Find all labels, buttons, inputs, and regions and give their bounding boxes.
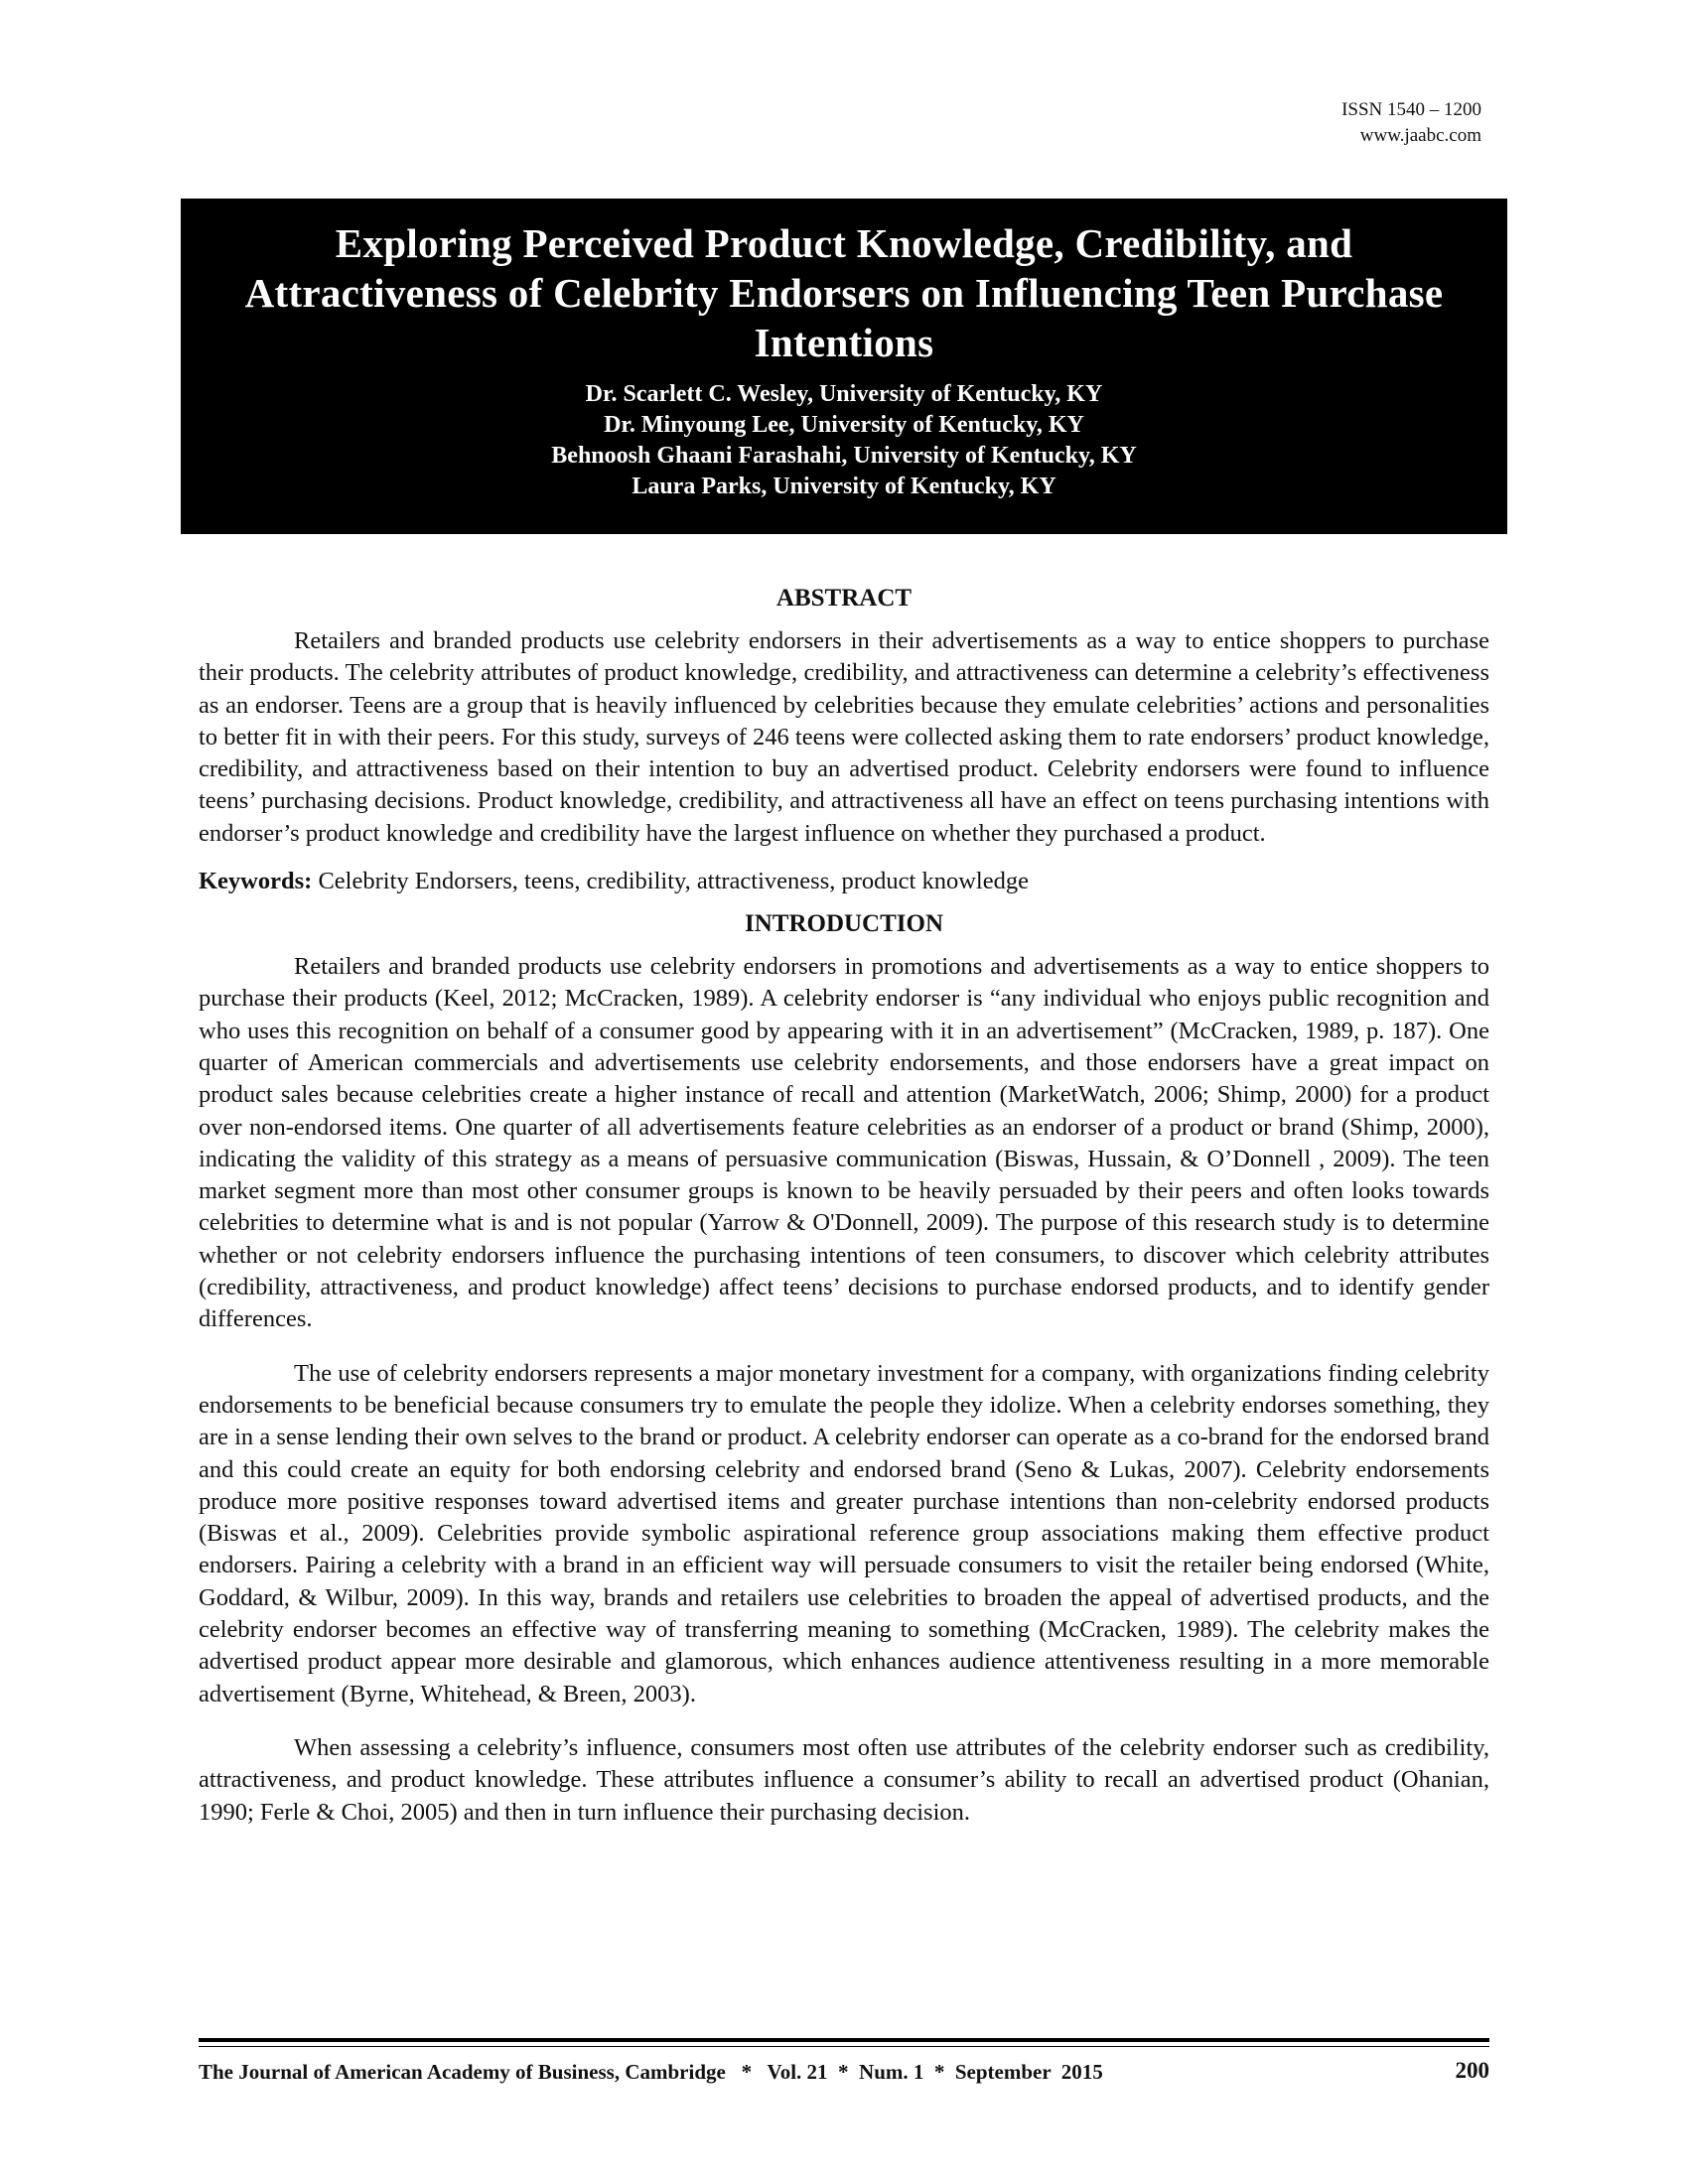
abstract-text: Retailers and branded products use celebrity endorsers in their advertisements as a way to entice shoppers to purchase their products. The celebrity attributes of product knowledge, credibility, and attractiveness can determine a celebrity’s effectiveness as an endorser. Teens are a group that is heavily influenced by celebrities because they emulate celebrities’ actions and personalities to better fit in with their peers. For this study, surveys of 246 teens were collected asking them to rate endorsers’ product knowledge, credibility, and attractiveness based on their intention to buy an advertised product. Celebrity endorsers were found to influence teens’ purchasing decisions. Product knowledge, credibility, and attractiveness all have an effect on teens purchasing intentions with endorser’s product knowledge and credibility have the largest influence on whether they purchased a product. [199,627,1489,847]
issn-number: ISSN 1540 – 1200 [1341,99,1481,120]
intro-paragraph: The use of celebrity endorsers represents a major monetary investment for a company, with organizations finding celebrity endorsements to be beneficial because consumers try to emulate the people they idolize. When a celebrity endorses something, they are in a sense lending their own selves to the brand or product. A celebrity endorser can operate as a co-brand for the endorsed brand and this could create an equity for both endorsing celebrity and endorsed brand (Seno & Lukas, 2007). Celebrity endorsements produce more positive responses toward advertised items and greater purchase intentions than non-celebrity endorsed products (Biswas et al., 2009). Celebrities provide symbolic aspirational reference group associations making them effective product endorsers. Pairing a celebrity with a brand in an efficient way will persuade consumers to visit the retailer being endorsed (White, Goddard, & Wilbur, 2009). In this way, brands and retailers use celebrities to broaden the appeal of advertised products, and the celebrity endorser becomes an effective way of transferring meaning to something (McCracken, 1989). The celebrity makes the advertised product appear more desirable and glamorous, which enhances audience attentiveness resulting in a more memorable advertisement (Byrne, Whitehead, & Breen, 2003). [199,1359,1489,1707]
keywords-label: Keywords: [199,868,313,895]
intro-paragraph: When assessing a celebrity’s influence, consumers most often use attributes of the celebrity endorser such as credibility, attractiveness, and product knowledge. These attributes influence a consumer’s ability to recall an advertised product (Ohanian, 1990; Ferle & Choi, 2005) and then in turn influence their purchasing decision. [199,1733,1489,1826]
footer-rule [199,2038,1489,2042]
author-line: Laura Parks, University of Kentucky, KY [632,474,1056,499]
paper-body [199,582,1489,1829]
journal-website: www.jaabc.com [1359,125,1481,146]
title-banner [181,199,1507,534]
author-line: Behnoosh Ghaani Farashahi, University of Kentucky, KY [551,443,1137,469]
footer-rule-thin [199,2046,1489,2047]
intro-paragraph: Retailers and branded products use celebrity endorsers in promotions and advertisements as a way to entice shoppers to purchase their products (Keel, 2012; McCracken, 1989). A celebrity endorser is “any individual who enjoys public recognition and who uses this recognition on behalf of a consumer good by appearing with it in an advertisement” (McCracken, 1989, p. 187). One quarter of American commercials and advertisements use celebrity endorsements, and those endorsers have a great impact on product sales because celebrities create a higher instance of recall and attention (MarketWatch, 2006; Shimp, 2000) for a product over non-endorsed items. One quarter of all advertisements feature celebrities as an endorser of a product or brand (Shimp, 2000), indicating the validity of this strategy as a means of persuasive communication (Biswas, Hussain, & O’Donnell , 2009). The teen market segment more than most other consumer groups is known to be heavily persuaded by their peers and often looks towards celebrities to determine what is and is not popular (Yarrow & O'Donnell, 2009). The purpose of this research study is to determine whether or not celebrity endorsers influence the purchasing intentions of teen consumers, to discover which celebrity attributes (credibility, attractiveness, and product knowledge) affect teens’ decisions to purchase endorsed products, and to identify gender differences. [199,953,1489,1333]
keywords-text: Celebrity Endorsers, teens, credibility, attractiveness, product knowledge [312,868,1029,895]
page-number: 200 [1455,2058,1489,2083]
abstract-heading: ABSTRACT [775,585,913,612]
author-line: Dr. Scarlett C. Wesley, University of Kentucky, KY [585,381,1103,407]
journal-footer: The Journal of American Academy of Business, Cambridge * Vol. 21 * Num. 1 * September 2015 [199,2060,1103,2084]
author-line: Dr. Minyoung Lee, University of Kentucky, KY [604,412,1084,438]
keywords-line [199,866,1489,897]
page-header [1341,97,1481,149]
introduction-heading: INTRODUCTION [744,910,944,938]
paper-title: Exploring Perceived Product Knowledge, Credibility, and Attractiveness of Celebrity Endorsers on Influencing Teen Purchase Intentions [244,220,1444,365]
author-list [181,379,1507,502]
